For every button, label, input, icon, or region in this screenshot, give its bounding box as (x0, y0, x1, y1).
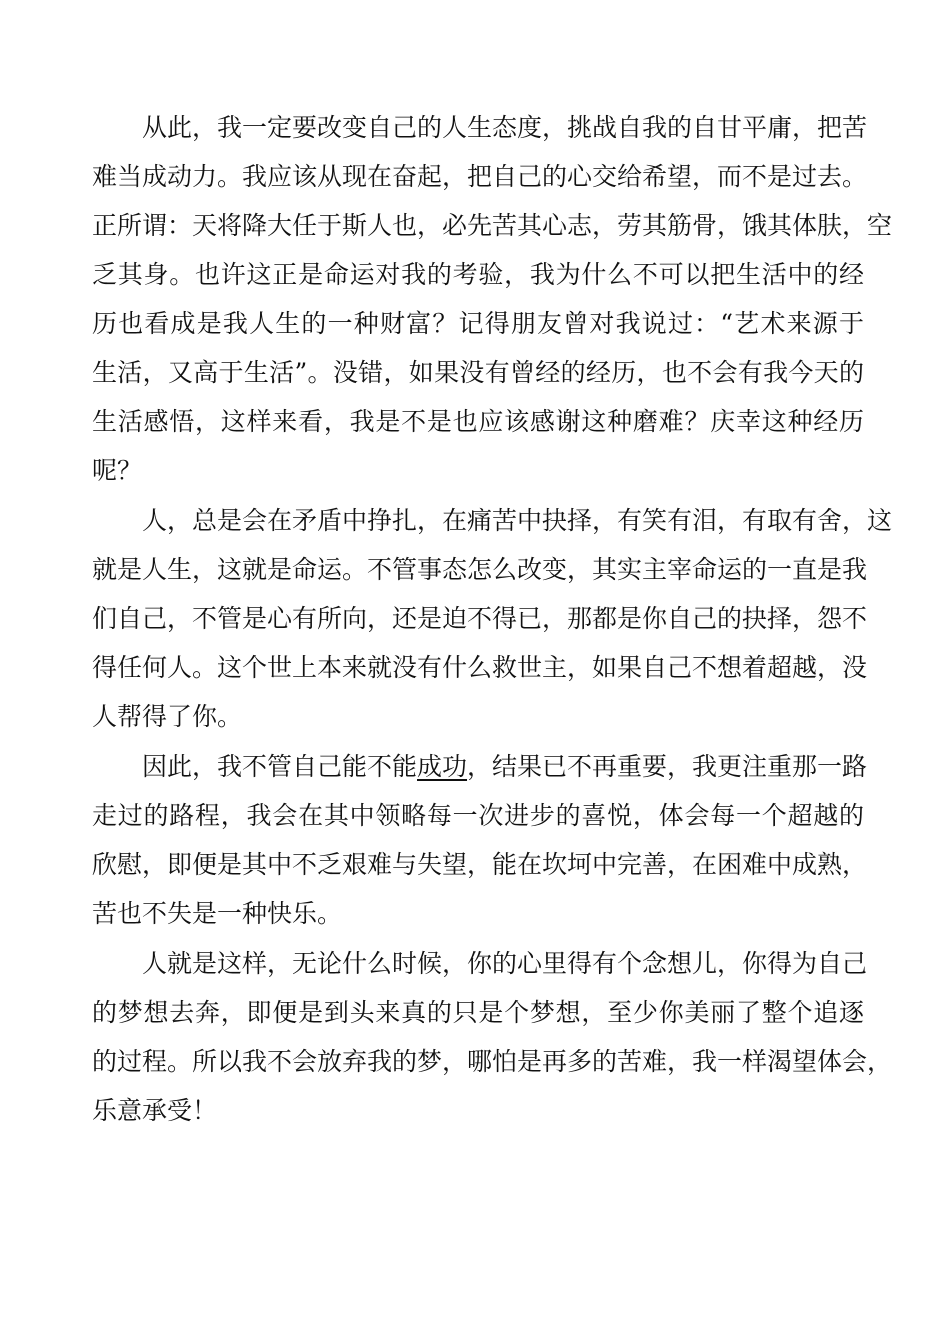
text-line: 人就是这样，无论什么时候，你的心里得有个念想儿，你得为自己 (142, 949, 868, 978)
text-line: 难当成动力。我应该从现在奋起，把自己的心交给希望，而不是过去。 (92, 162, 868, 191)
paragraph-3 (92, 742, 868, 938)
text-line: 人帮得了你。 (92, 702, 243, 731)
paragraph-2 (92, 496, 893, 741)
text-line (92, 742, 868, 791)
text-segment: ，结果已不再重要，我更注重那一路 (467, 752, 868, 781)
text-segment: 因此，我不管自己能不能 (142, 752, 418, 781)
text-line: 就是人生，这就是命运。不管事态怎么改变，其实主宰命运的一直是我 (92, 555, 868, 584)
text-line: 们自己，不管是心有所向，还是迫不得已，那都是你自己的抉择，怨不 (92, 604, 868, 633)
document-body (92, 103, 893, 1136)
text-line: 人，总是会在矛盾中挣扎，在痛苦中抉择，有笑有泪，有取有舍，这 (142, 506, 893, 535)
underlined-word: 成功 (417, 752, 468, 781)
text-line: 乐意承受！ (92, 1096, 218, 1125)
text-line: 走过的路程，我会在其中领略每一次进步的喜悦，体会每一个超越的 (92, 801, 864, 830)
text-line: 历也看成是我人生的一种财富？记得朋友曾对我说过：“艺术来源于 (92, 309, 864, 338)
text-line: 乏其身。也许这正是命运对我的考验，我为什么不可以把生活中的经 (92, 260, 864, 289)
text-line: 的过程。所以我不会放弃我的梦，哪怕是再多的苦难，我一样渴望体会， (92, 1047, 893, 1076)
text-line: 得任何人。这个世上本来就没有什么救世主，如果自己不想着超越，没 (92, 653, 868, 682)
paragraph-1 (92, 103, 893, 495)
paragraph-4 (92, 939, 893, 1135)
text-line: 呢？ (92, 456, 143, 485)
text-line: 苦也不失是一种快乐。 (92, 899, 343, 928)
text-line: 从此，我一定要改变自己的人生态度，挑战自我的自甘平庸，把苦 (142, 113, 868, 142)
text-line: 正所谓：天将降大任于斯人也，必先苦其心志，劳其筋骨，饿其体肤，空 (92, 211, 893, 240)
text-line: 的梦想去奔，即便是到头来真的只是个梦想，至少你美丽了整个追逐 (92, 998, 864, 1027)
text-line: 生活感悟，这样来看，我是不是也应该感谢这种磨难？庆幸这种经历 (92, 407, 864, 436)
text-line: 欣慰，即便是其中不乏艰难与失望，能在坎坷中完善，在困难中成熟， (92, 850, 868, 879)
text-line: 生活，又高于生活”。没错，如果没有曾经的经历，也不会有我今天的 (92, 358, 864, 387)
